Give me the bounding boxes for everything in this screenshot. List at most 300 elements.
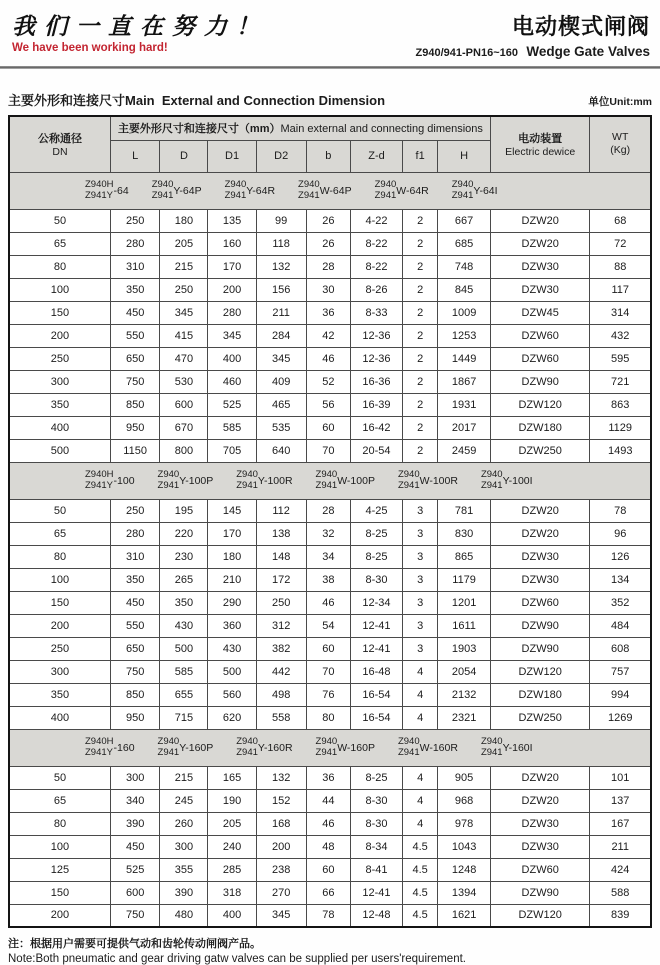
cell: 112 [256, 499, 306, 522]
cell: DZW90 [490, 881, 590, 904]
cell-dn: 350 [9, 393, 110, 416]
cell: 205 [208, 812, 256, 835]
cell: 238 [256, 858, 306, 881]
cell: 118 [256, 232, 306, 255]
cell: 460 [208, 370, 256, 393]
slogan-chinese: 我们一直在努力！ [12, 13, 268, 40]
cell: 36 [306, 301, 350, 324]
cell: 168 [256, 812, 306, 835]
slogan-english: We have been working hard! [12, 42, 168, 54]
cell: 12-41 [350, 614, 402, 637]
cell: 4 [402, 660, 437, 683]
cell: 210 [208, 568, 256, 591]
cell-dn: 400 [9, 706, 110, 729]
footnote-chinese: 注：根据用户需要可提供气动和齿轮传动闸阀产品。 [8, 938, 261, 950]
cell: 16-54 [350, 706, 402, 729]
cell-dn: 65 [9, 522, 110, 545]
cell: 748 [438, 255, 491, 278]
col-header-f1: f1 [402, 140, 437, 172]
cell: DZW120 [490, 904, 590, 927]
cell: 4-25 [350, 499, 402, 522]
table-row [9, 545, 651, 568]
cell: 16-48 [350, 660, 402, 683]
cell: 28 [306, 499, 350, 522]
cell: 1621 [438, 904, 491, 927]
cell: 500 [160, 637, 208, 660]
cell: 4-22 [350, 209, 402, 232]
cell: 640 [256, 439, 306, 462]
table-row [9, 706, 651, 729]
cell: 1253 [438, 324, 491, 347]
cell: 70 [306, 439, 350, 462]
cell: 525 [110, 858, 159, 881]
product-subtitle [416, 43, 650, 61]
cell: 4.5 [402, 904, 437, 927]
cell: 60 [306, 858, 350, 881]
cell: 2459 [438, 439, 491, 462]
wt-header-unit: (Kg) [610, 144, 631, 157]
cell: 757 [590, 660, 651, 683]
cell: DZW60 [490, 324, 590, 347]
cell: 424 [590, 858, 651, 881]
product-title-block [416, 8, 650, 61]
cell: DZW20 [490, 522, 590, 545]
model-designation: Z940 Z941 W-64R [374, 178, 429, 201]
cell: 650 [110, 347, 159, 370]
cell: 4.5 [402, 835, 437, 858]
cell: 195 [160, 499, 208, 522]
cell: 117 [590, 278, 651, 301]
table-row [9, 370, 651, 393]
cell: 839 [590, 904, 651, 927]
cell: 132 [256, 766, 306, 789]
table-row [9, 835, 651, 858]
cell: 8-30 [350, 812, 402, 835]
cell: 781 [438, 499, 491, 522]
cell: 8-25 [350, 766, 402, 789]
cell: DZW60 [490, 858, 590, 881]
cell: 390 [160, 881, 208, 904]
cell: 3 [402, 522, 437, 545]
cell: 655 [160, 683, 208, 706]
wt-header: WT [612, 131, 629, 144]
cell: 667 [438, 209, 491, 232]
cell: 56 [306, 393, 350, 416]
cell: DZW120 [490, 660, 590, 683]
cell: 800 [160, 439, 208, 462]
model-designation: Z940 Z941 Y-64R [224, 178, 276, 201]
cell-dn: 80 [9, 545, 110, 568]
cell: 4 [402, 766, 437, 789]
cell-dn: 200 [9, 324, 110, 347]
cell: 525 [208, 393, 256, 416]
cell: 215 [160, 255, 208, 278]
cell-dn: 50 [9, 209, 110, 232]
cell: 535 [256, 416, 306, 439]
cell: 280 [110, 232, 159, 255]
table-row [9, 232, 651, 255]
cell: 2 [402, 278, 437, 301]
cell: 2 [402, 255, 437, 278]
cell: 126 [590, 545, 651, 568]
cell: DZW20 [490, 499, 590, 522]
cell: 230 [160, 545, 208, 568]
cell: 585 [160, 660, 208, 683]
model-designation: Z940H Z941Y -160 [85, 735, 135, 758]
cell-dn: 300 [9, 370, 110, 393]
cell: 145 [208, 499, 256, 522]
cell: 2 [402, 301, 437, 324]
col-header-dn [9, 116, 110, 172]
header-divider [0, 66, 660, 69]
col-header-D2: D2 [256, 140, 306, 172]
cell: 134 [590, 568, 651, 591]
cell: 442 [256, 660, 306, 683]
table-row [9, 439, 651, 462]
cell: 721 [590, 370, 651, 393]
cell: 550 [110, 614, 159, 637]
cell-dn: 100 [9, 568, 110, 591]
cell: 430 [160, 614, 208, 637]
cell: 12-41 [350, 881, 402, 904]
cell: 8-22 [350, 232, 402, 255]
cell: 60 [306, 637, 350, 660]
cell: 450 [110, 301, 159, 324]
col-header-Zd: Z-d [350, 140, 402, 172]
cell: 2 [402, 416, 437, 439]
cell: 76 [306, 683, 350, 706]
cell-dn: 250 [9, 347, 110, 370]
cell: 46 [306, 347, 350, 370]
cell: 1179 [438, 568, 491, 591]
cell: DZW250 [490, 439, 590, 462]
cell: 685 [438, 232, 491, 255]
model-designation: Z940 Z941 Y-64P [151, 178, 202, 201]
unit-label: 单位Unit:mm [588, 96, 652, 108]
cell: 390 [110, 812, 159, 835]
cell-dn: 150 [9, 301, 110, 324]
cell: 480 [160, 904, 208, 927]
cell: 46 [306, 812, 350, 835]
cell: 160 [208, 232, 256, 255]
cell: DZW30 [490, 545, 590, 568]
cell: 280 [110, 522, 159, 545]
cell: 285 [208, 858, 256, 881]
table-row [9, 881, 651, 904]
cell: 8-33 [350, 301, 402, 324]
cell: 430 [208, 637, 256, 660]
cell: 1269 [590, 706, 651, 729]
cell: 54 [306, 614, 350, 637]
table-row [9, 568, 651, 591]
cell: DZW30 [490, 568, 590, 591]
cell: 260 [160, 812, 208, 835]
cell: 608 [590, 637, 651, 660]
cell: 284 [256, 324, 306, 347]
col-header-dn-cn: 公称通径 [37, 133, 82, 146]
cell: 845 [438, 278, 491, 301]
dims-span-en: Main external and connecting dimensions [280, 123, 483, 136]
cell: 350 [160, 591, 208, 614]
cell: 172 [256, 568, 306, 591]
cell: 3 [402, 568, 437, 591]
table-row [9, 766, 651, 789]
cell: 290 [208, 591, 256, 614]
cell: 12-41 [350, 637, 402, 660]
dimension-table [8, 115, 652, 928]
cell: 558 [256, 706, 306, 729]
cell: 1201 [438, 591, 491, 614]
cell: 595 [590, 347, 651, 370]
cell: 400 [208, 347, 256, 370]
cell: 80 [306, 706, 350, 729]
cell: 12-48 [350, 904, 402, 927]
cell: 670 [160, 416, 208, 439]
footnote-english: Note:Both pneumatic and gear driving gatw valves can be supplied per users'requirement. [8, 953, 466, 965]
table-row [9, 683, 651, 706]
model-designation: Z940 Z941 W-160P [315, 735, 375, 758]
cell: 2 [402, 347, 437, 370]
cell-dn: 300 [9, 660, 110, 683]
cell: 465 [256, 393, 306, 416]
col-header-D: D [160, 140, 208, 172]
cell: DZW90 [490, 614, 590, 637]
cell: 1009 [438, 301, 491, 324]
model-designation: Z940 Z941 Y-160I [480, 735, 533, 758]
model-header-row [9, 462, 651, 499]
cell: 211 [590, 835, 651, 858]
cell: 250 [110, 209, 159, 232]
cell: DZW30 [490, 255, 590, 278]
table-row [9, 416, 651, 439]
cell: 1931 [438, 393, 491, 416]
col-header-weight [590, 116, 651, 172]
cell: 205 [160, 232, 208, 255]
page-header [0, 0, 660, 61]
cell: 215 [160, 766, 208, 789]
cell: 2 [402, 232, 437, 255]
cell: 270 [256, 881, 306, 904]
cell: 850 [110, 683, 159, 706]
cell: 3 [402, 499, 437, 522]
cell: 2 [402, 370, 437, 393]
cell: 167 [590, 812, 651, 835]
cell: 96 [590, 522, 651, 545]
model-designation: Z940 Z941 Y-100I [480, 468, 533, 491]
cell: 3 [402, 545, 437, 568]
model-designation: Z940H Z941Y -64 [85, 178, 129, 201]
cell: 863 [590, 393, 651, 416]
table-row [9, 522, 651, 545]
cell: 1867 [438, 370, 491, 393]
table-row [9, 614, 651, 637]
cell: 38 [306, 568, 350, 591]
cell: 4.5 [402, 858, 437, 881]
cell: 8-25 [350, 545, 402, 568]
model-designation: Z940 Z941 Y-100P [157, 468, 214, 491]
model-header-row [9, 729, 651, 766]
product-model: Z940/941-PN16~160 [415, 47, 518, 59]
cell: 865 [438, 545, 491, 568]
col-header-b: b [306, 140, 350, 172]
table-row [9, 789, 651, 812]
cell: 78 [306, 904, 350, 927]
cell: 137 [590, 789, 651, 812]
cell: 360 [208, 614, 256, 637]
cell: 600 [110, 881, 159, 904]
cell: 600 [160, 393, 208, 416]
cell: 156 [256, 278, 306, 301]
section-title-cn: 主要外形和连接尺寸 [8, 93, 126, 108]
cell: 265 [160, 568, 208, 591]
cell: 250 [110, 499, 159, 522]
cell: 585 [208, 416, 256, 439]
cell: 850 [110, 393, 159, 416]
col-header-L: L [110, 140, 159, 172]
cell-dn: 80 [9, 812, 110, 835]
cell-dn: 100 [9, 278, 110, 301]
cell: 12-36 [350, 347, 402, 370]
cell: 4 [402, 706, 437, 729]
cell: 432 [590, 324, 651, 347]
cell: 152 [256, 789, 306, 812]
cell: 16-36 [350, 370, 402, 393]
cell: DZW180 [490, 416, 590, 439]
cell: 1150 [110, 439, 159, 462]
cell: 530 [160, 370, 208, 393]
cell: 950 [110, 706, 159, 729]
cell: 350 [110, 568, 159, 591]
cell: 588 [590, 881, 651, 904]
model-designation: Z940 Z941 Y-160R [236, 735, 293, 758]
cell: 30 [306, 278, 350, 301]
cell-dn: 65 [9, 232, 110, 255]
cell-dn: 50 [9, 766, 110, 789]
cell: DZW20 [490, 232, 590, 255]
product-title-english: Wedge Gate Valves [526, 44, 650, 59]
cell: DZW30 [490, 812, 590, 835]
dims-span-cn: 主要外形尺寸和连接尺寸（mm） [117, 123, 281, 136]
cell: DZW45 [490, 301, 590, 324]
cell: 2054 [438, 660, 491, 683]
model-designation: Z940 Z941 Y-160P [157, 735, 214, 758]
model-designation: Z940 Z941 W-64P [298, 178, 352, 201]
cell: DZW30 [490, 278, 590, 301]
cell: 240 [208, 835, 256, 858]
cell: 68 [590, 209, 651, 232]
cell: 560 [208, 683, 256, 706]
cell: 314 [590, 301, 651, 324]
col-header-H: H [438, 140, 491, 172]
cell-dn: 200 [9, 614, 110, 637]
cell: 46 [306, 591, 350, 614]
cell: 8-34 [350, 835, 402, 858]
cell: 34 [306, 545, 350, 568]
cell: 4 [402, 789, 437, 812]
cell: 4 [402, 683, 437, 706]
cell: 550 [110, 324, 159, 347]
section-title [8, 90, 385, 109]
cell: 8-41 [350, 858, 402, 881]
cell: DZW60 [490, 591, 590, 614]
cell: 310 [110, 255, 159, 278]
cell: 3 [402, 591, 437, 614]
model-designation: Z940H Z941Y -100 [85, 468, 135, 491]
cell-dn: 150 [9, 881, 110, 904]
cell: 300 [110, 766, 159, 789]
table-row [9, 347, 651, 370]
cell: DZW60 [490, 347, 590, 370]
cell: 1248 [438, 858, 491, 881]
cell: 968 [438, 789, 491, 812]
cell: 170 [208, 255, 256, 278]
section-title-en: Main External and Connection Dimension [125, 93, 386, 108]
cell-dn: 100 [9, 835, 110, 858]
cell: 16-54 [350, 683, 402, 706]
cell-dn: 400 [9, 416, 110, 439]
cell: 8-30 [350, 568, 402, 591]
cell: 44 [306, 789, 350, 812]
cell-dn: 250 [9, 637, 110, 660]
cell: 101 [590, 766, 651, 789]
cell: DZW250 [490, 706, 590, 729]
table-row [9, 812, 651, 835]
cell: 1611 [438, 614, 491, 637]
table-row [9, 499, 651, 522]
cell: 12-34 [350, 591, 402, 614]
model-designation: Z940 Z941 Y-100R [236, 468, 293, 491]
cell: 220 [160, 522, 208, 545]
cell: 650 [110, 637, 159, 660]
cell: 8-26 [350, 278, 402, 301]
cell: 200 [208, 278, 256, 301]
cell: 2 [402, 324, 437, 347]
cell: 484 [590, 614, 651, 637]
table-row [9, 637, 651, 660]
col-header-dn-sub: DN [52, 146, 68, 159]
cell: 310 [110, 545, 159, 568]
cell: 148 [256, 545, 306, 568]
cell: 450 [110, 835, 159, 858]
cell-dn: 150 [9, 591, 110, 614]
table-row [9, 904, 651, 927]
cell: 72 [590, 232, 651, 255]
cell: 180 [160, 209, 208, 232]
cell: 250 [160, 278, 208, 301]
cell: 4 [402, 812, 437, 835]
cell: 99 [256, 209, 306, 232]
footnotes [8, 935, 652, 965]
cell: DZW180 [490, 683, 590, 706]
col-header-electric-device [490, 116, 590, 172]
table-row [9, 591, 651, 614]
model-header-row [9, 172, 651, 209]
cell: 3 [402, 614, 437, 637]
cell: 190 [208, 789, 256, 812]
cell: 470 [160, 347, 208, 370]
cell: 318 [208, 881, 256, 904]
cell: 200 [256, 835, 306, 858]
model-designation: Z940 Z941 Y-64I [451, 178, 498, 201]
cell: 750 [110, 904, 159, 927]
table-row [9, 858, 651, 881]
cell: 42 [306, 324, 350, 347]
cell: 138 [256, 522, 306, 545]
cell: 1394 [438, 881, 491, 904]
cell: 620 [208, 706, 256, 729]
cell-dn: 200 [9, 904, 110, 927]
model-designation: Z940 Z941 W-160R [397, 735, 458, 758]
